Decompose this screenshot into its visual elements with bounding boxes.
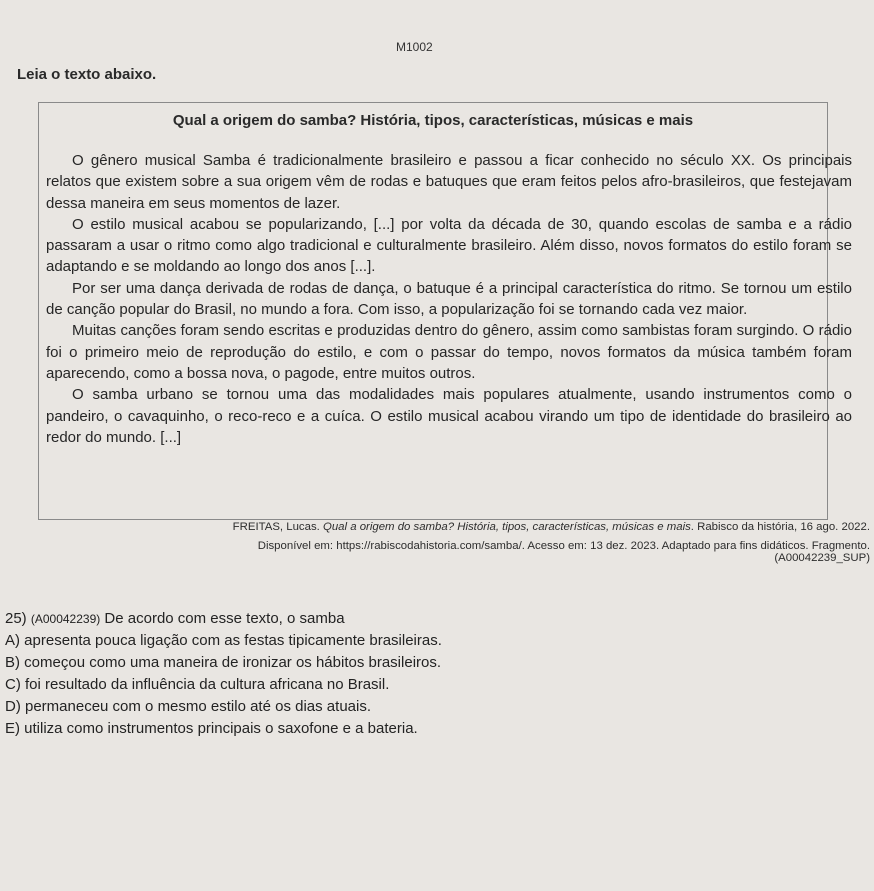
- option-c[interactable]: C) foi resultado da influência da cultura africana no Brasil.: [5, 676, 390, 693]
- citation-line-2: Disponível em: https://rabiscodahistoria.com/samba/. Acesso em: 13 dez. 2023. Adaptado para fins didáticos. Fragmento.: [257, 540, 870, 552]
- article-body: [46, 150, 852, 448]
- article-paragraph: O samba urbano se tornou uma das modalidades mais populares atualmente, usando instrumentos como o pandeiro, o cavaquinho, o reco-reco e a cuíca. O estilo musical acabou virando um tipo de identidade do brasileiro ao redor do mundo. [...]: [46, 386, 852, 446]
- option-e[interactable]: E) utiliza como instrumentos principais o saxofone e a bateria.: [5, 720, 418, 737]
- article-paragraph: Por ser uma dança derivada de rodas de dança, o batuque é a principal característica do ritmo. Se tornou um estilo de canção popular do Brasil, no mundo a fora. Com isso, a popularização foi se tornando cada vez maior.: [46, 279, 852, 319]
- question-block: [5, 608, 845, 740]
- citation-author: FREITAS, Lucas.: [232, 521, 323, 533]
- reading-instruction: Leia o texto abaixo.: [17, 66, 157, 83]
- article-paragraph: O estilo musical acabou se popularizando, [...] por volta da década de 30, quando escolas de samba e a rádio passaram a usar o ritmo como algo tradicional e culturalmente brasileiro. Além disso, novos formatos do estilo foram se adaptando e se moldando ao longo dos anos [...].: [46, 215, 852, 276]
- test-code: M1002: [396, 40, 433, 54]
- option-d[interactable]: D) permaneceu com o mesmo estilo até os dias atuais.: [5, 698, 371, 715]
- question-text: De acordo com esse texto, o samba: [104, 610, 345, 627]
- source-citation: [70, 518, 870, 556]
- citation-work-title: Qual a origem do samba? História, tipos, características, músicas e mais: [322, 521, 691, 533]
- question-number: 25): [5, 610, 27, 627]
- citation-publication: . Rabisco da história, 16 ago. 2022.: [690, 521, 870, 533]
- item-code: (A00042239_SUP): [774, 552, 870, 564]
- question-id: (A00042239): [30, 612, 101, 626]
- article-paragraph: Muitas canções foram sendo escritas e produzidas dentro do gênero, assim como sambistas foram surgindo. O rádio foi o primeiro meio de reprodução do estilo, e com o passar do tempo, novos formatos da música também foram aparecendo, como a bossa nova, o pagode, entre muitos outros.: [46, 322, 852, 382]
- question-stem: [5, 608, 845, 630]
- option-a[interactable]: A) apresenta pouca ligação com as festas tipicamente brasileiras.: [5, 632, 442, 649]
- article-paragraph: O gênero musical Samba é tradicionalmente brasileiro e passou a ficar conhecido no século XX. Os principais relatos que existem sobre a sua origem vêm de rodas e batuques que eram feitos pelos afro-brasileiros, que festejavam dessa maneira em seus momentos de lazer.: [46, 152, 852, 212]
- option-b[interactable]: B) começou como uma maneira de ironizar os hábitos brasileiros.: [5, 654, 442, 671]
- article-title: Qual a origem do samba? História, tipos, características, músicas e mais: [172, 112, 694, 129]
- citation-line-1: [70, 518, 870, 537]
